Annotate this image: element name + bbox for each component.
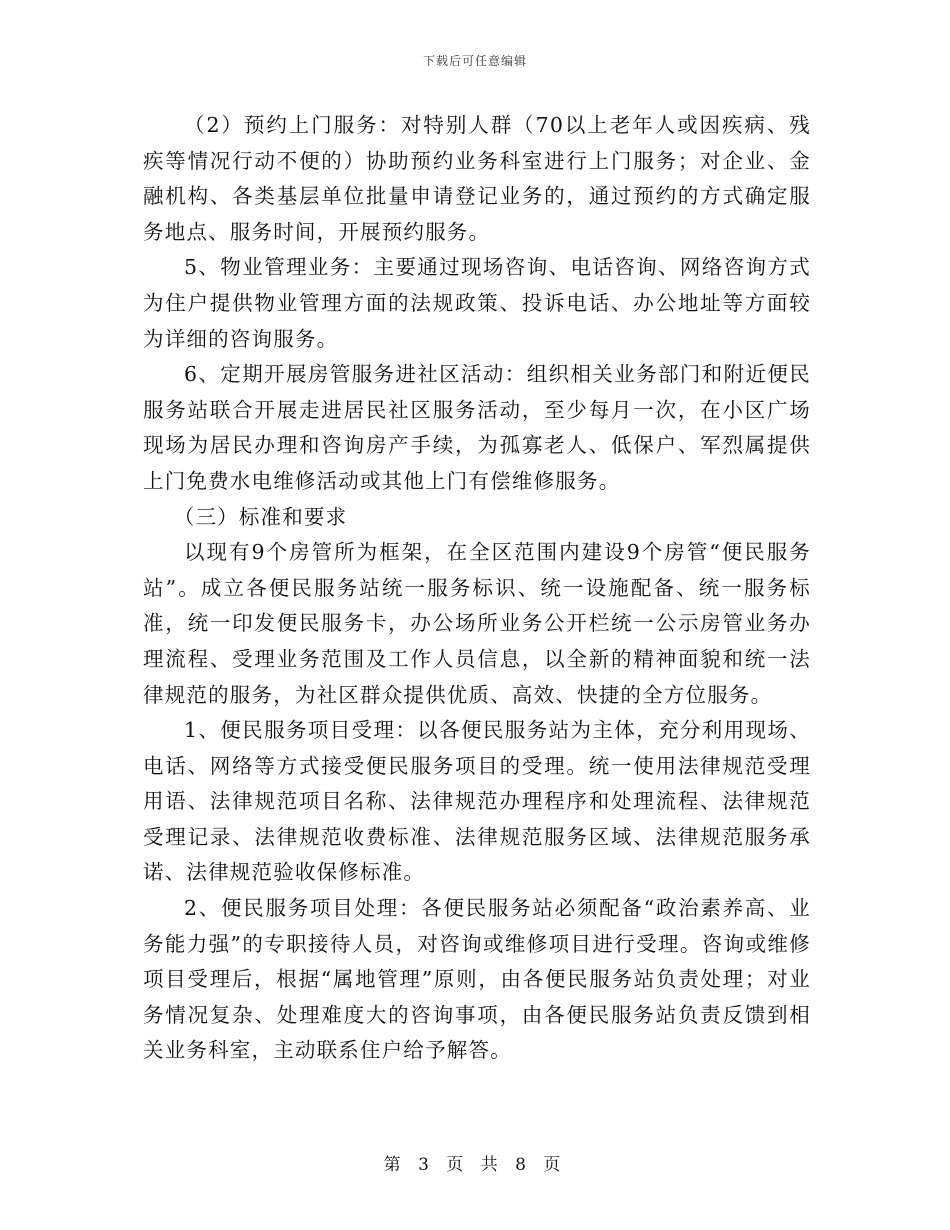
page-header: 下载后可任意编辑: [422, 54, 527, 68]
page-number: 第 3 页 共 8 页: [383, 1155, 567, 1175]
section-heading-standards: （三）标准和要求: [173, 504, 348, 529]
paragraph-project-acceptance: 1、便民服务项目受理：以各便民服务站为主体，充分利用现场、电话、网络等方式接受便民服务项目的受理。统一使用法律规范受理用语、法律规范项目名称、法律规范办理程序和处理流程、法律规范受理记录、法律规范收费标准、法律规范服务区域、法律规范服务承诺、法律规范验收保修标准。: [143, 718, 811, 885]
paragraph-project-handling: 2、便民服务项目处理：各便民服务站必须配备“政治素养高、业务能力强”的专职接待人员，对咨询或维修项目进行受理。咨询或维修项目受理后，根据“属地管理”原则，由各便民服务站负责处理；对业务情况复杂、处理难度大的咨询事项，由各便民服务站负责反馈到相关业务科室，主动联系住户给予解答。: [143, 896, 811, 1063]
paragraph-service-stations: 以现有9个房管所为框架，在全区范围内建设9个房管“便民服务站”。成立各便民服务站统一服务标识、统一设施配备、统一服务标准，统一印发便民服务卡，办公场所业务公开栏统一公示房管业务办理流程、受理业务范围及工作人员信息，以全新的精神面貌和统一法律规范的服务，为社区群众提供优质、高效、快捷的全方位服务。: [143, 540, 811, 707]
paragraph-appointment-service: （2）预约上门服务：对特别人群（70以上老年人或因疾病、残疾等情况行动不便的）协助预约业务科室进行上门服务；对企业、金融机构、各类基层单位批量申请登记业务的，通过预约的方式确定服务地点、服务时间，开展预约服务。: [143, 113, 811, 244]
document-body: [143, 108, 811, 1069]
paragraph-community-activity: 6、定期开展房管服务进社区活动：组织相关业务部门和附近便民服务站联合开展走进居民社区服务活动，至少每月一次，在小区广场现场为居民办理和咨询房产手续，为孤寡老人、低保户、军烈属提供上门免费水电维修活动或其他上门有偿维修服务。: [143, 362, 811, 493]
paragraph-property-management: 5、物业管理业务：主要通过现场咨询、电话咨询、网络咨询方式为住户提供物业管理方面的法规政策、投诉电话、办公地址等方面较为详细的咨询服务。: [143, 255, 811, 351]
